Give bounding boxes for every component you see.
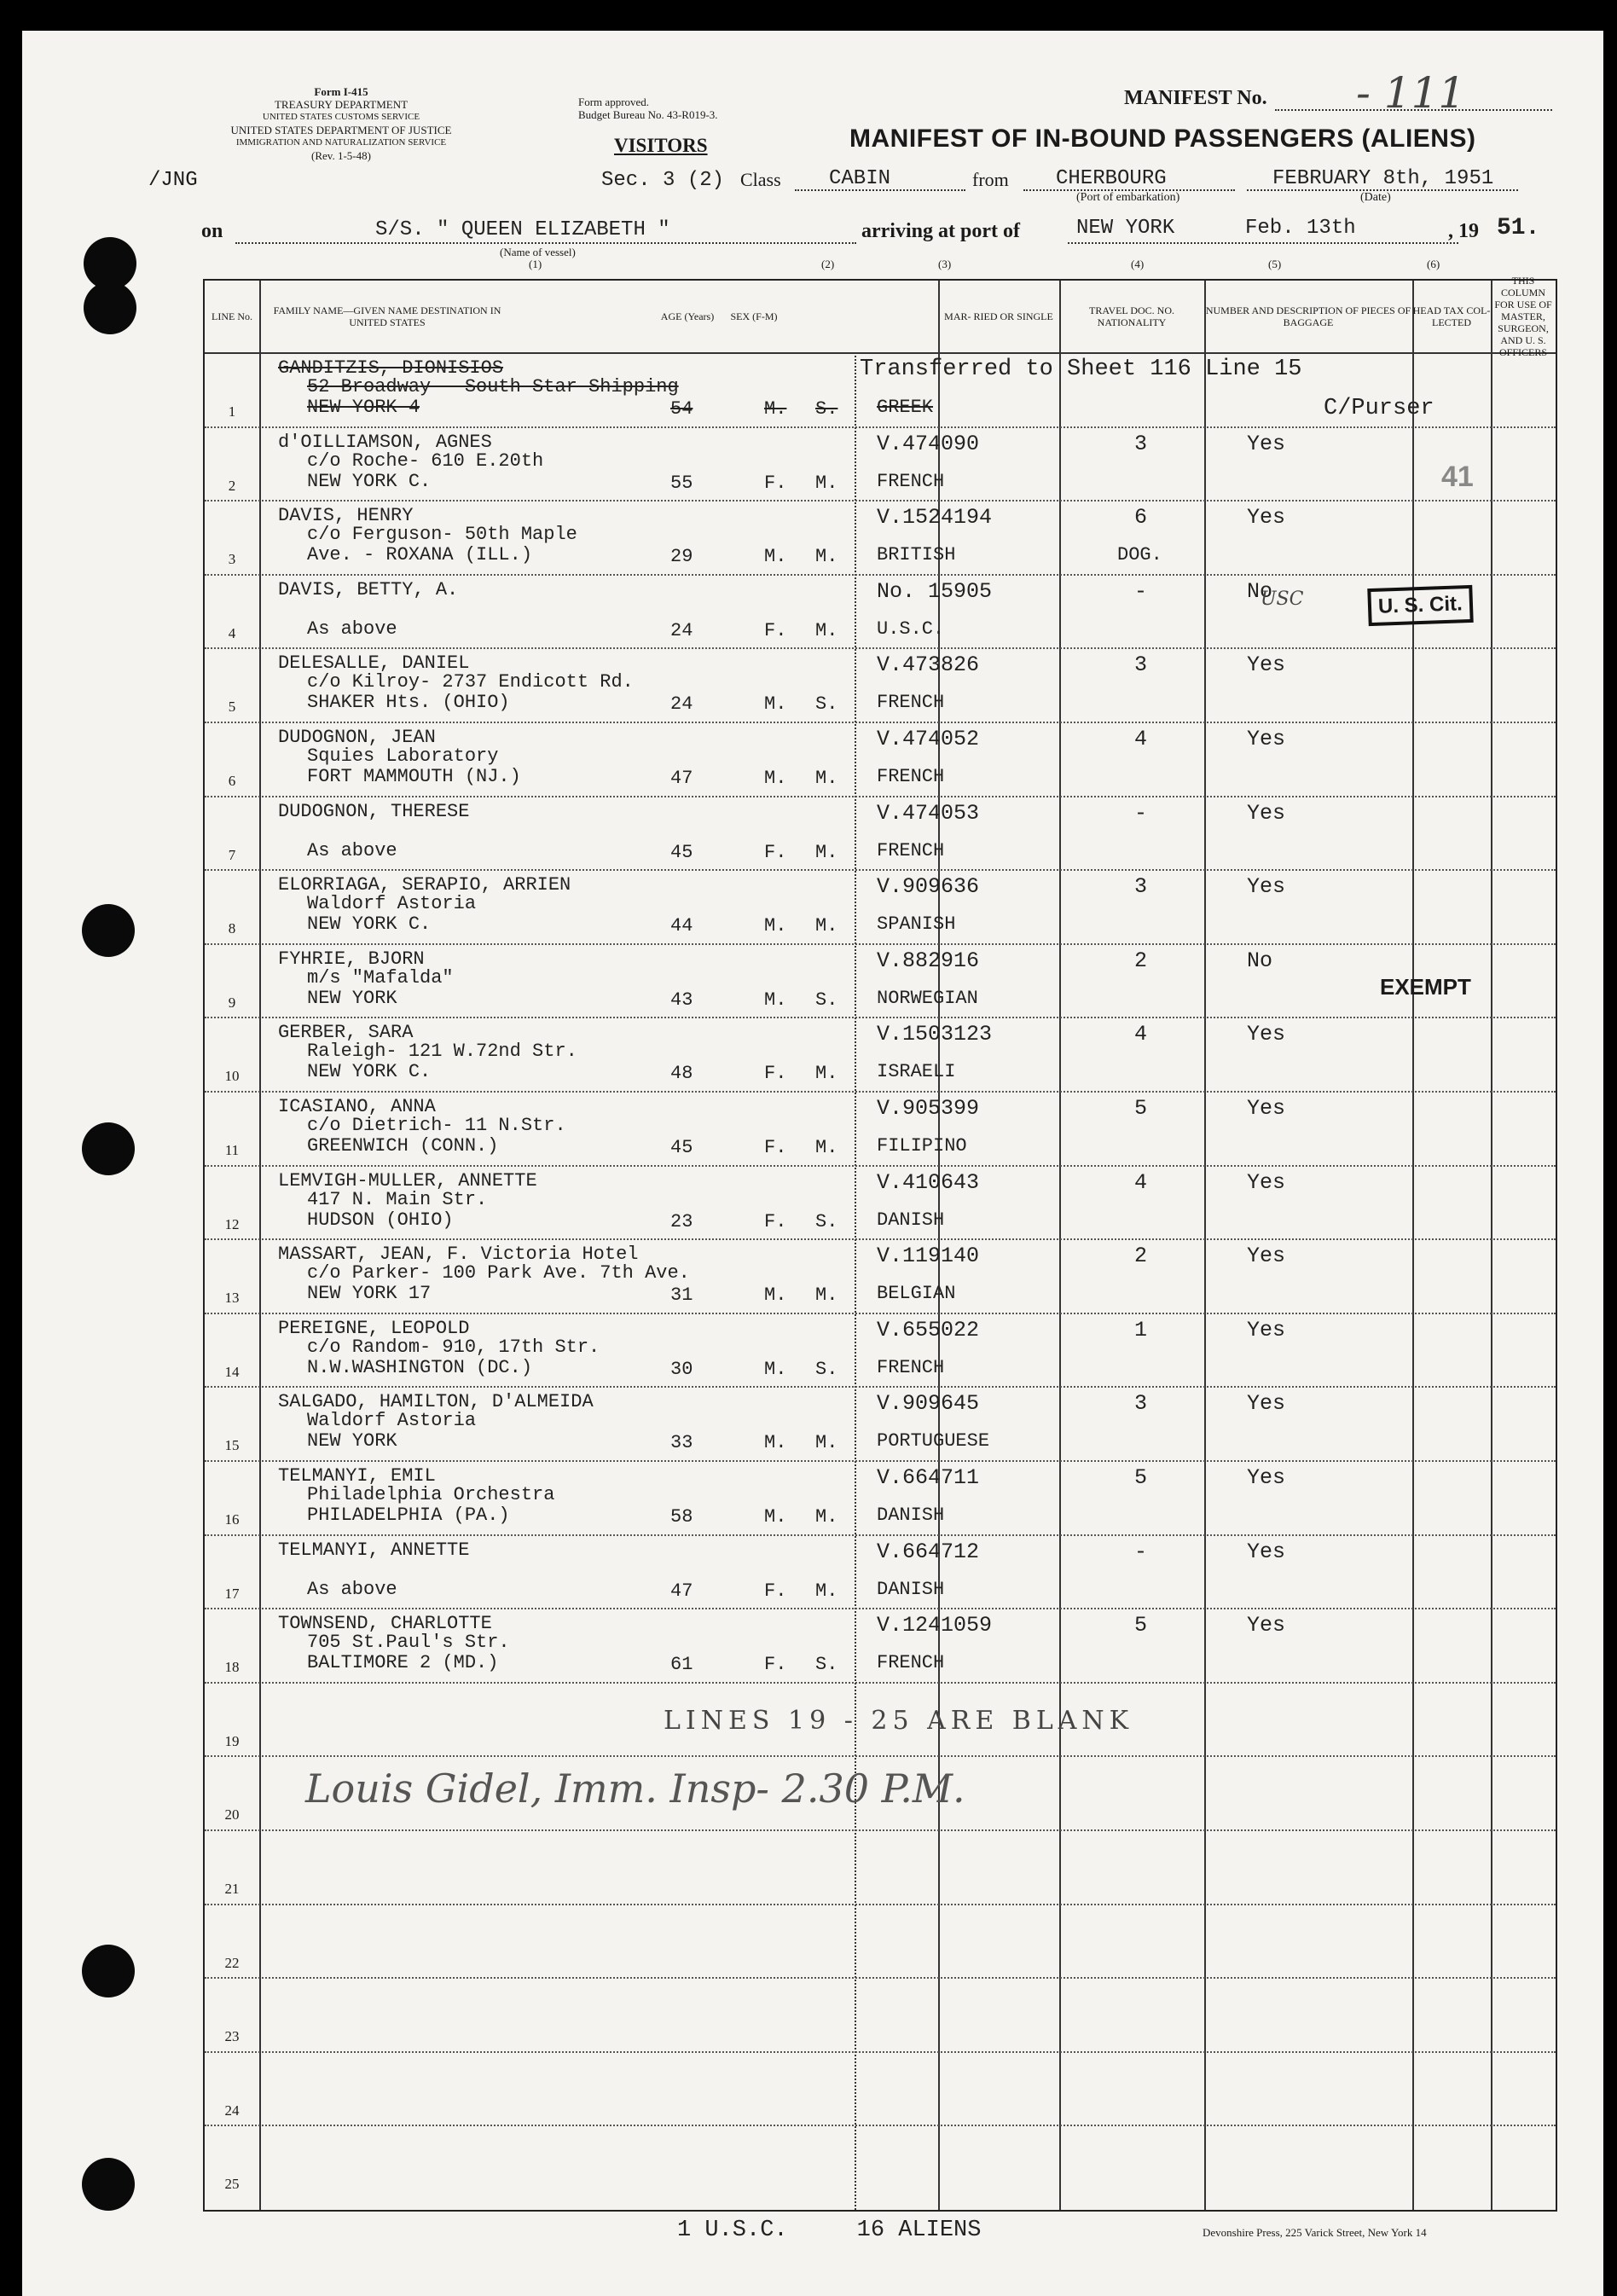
passenger-address: c/o Kilroy- 2737 Endicott Rd. [307, 671, 634, 693]
inspector-signature: Louis Gidel, Imm. Insp- 2.30 P.M. [305, 1765, 965, 1812]
col-header-sex: SEX (F-M) [730, 310, 778, 322]
col-caption-2: (2) [821, 258, 835, 270]
passenger-marital-status: M. [815, 1137, 838, 1158]
baggage-count: 3 [1134, 1391, 1148, 1417]
line-number: 17 [224, 1585, 240, 1602]
passenger-name: DELESALLE, DANIEL [278, 652, 470, 675]
passenger-destination: NEW YORK [307, 987, 397, 1009]
head-tax: Yes [1247, 727, 1286, 751]
initials: /JNG [148, 169, 198, 192]
passenger-sex: M. [764, 915, 787, 937]
head-tax: Yes [1247, 1317, 1286, 1342]
row-rule [205, 869, 1556, 871]
passenger-name: TOWNSEND, CHARLOTTE [278, 1613, 492, 1635]
nationality: FRENCH [877, 1652, 945, 1674]
row-rule [205, 1904, 1556, 1905]
passenger-name: SALGADO, HAMILTON, D'ALMEIDA [278, 1391, 594, 1413]
passenger-destination: SHAKER Hts. (OHIO) [307, 692, 510, 714]
head-tax: Yes [1247, 1022, 1286, 1047]
head-tax: No [1247, 948, 1273, 973]
line-number: 20 [224, 1806, 240, 1823]
col-divider [855, 352, 856, 2210]
arrival-line [1068, 242, 1458, 244]
transferred-note: Transferred to Sheet 116 Line 15 [860, 357, 1302, 382]
nationality: BELGIAN [877, 1283, 956, 1305]
row-rule [205, 1608, 1556, 1609]
manifest-title: MANIFEST OF IN-BOUND PASSENGERS (ALIENS) [849, 125, 1476, 153]
passenger-sex: M. [764, 768, 787, 789]
baggage-count: 2 [1134, 948, 1148, 973]
passenger-age: 24 [670, 619, 693, 641]
manifest-no-label: MANIFEST No. [1124, 87, 1267, 109]
row-rule [205, 1386, 1556, 1388]
passenger-name: DUDOGNON, THERESE [278, 800, 470, 822]
passenger-sex: M. [764, 398, 787, 420]
head-tax: Yes [1247, 431, 1286, 456]
travel-doc-no: V.473826 [877, 652, 980, 678]
passenger-sex: M. [764, 693, 787, 716]
col-caption-1: (1) [529, 258, 542, 270]
passenger-address: c/o Random- 910, 17th Str. [307, 1336, 600, 1358]
travel-doc-no: V.909636 [877, 874, 980, 900]
passenger-marital-status: M. [815, 841, 838, 863]
passenger-marital-status: M. [815, 1284, 838, 1307]
from-label: from [972, 169, 1009, 190]
travel-doc-no: No. 15905 [877, 578, 993, 604]
head-tax: Yes [1247, 1244, 1286, 1269]
passenger-age: 48 [670, 1063, 693, 1085]
vessel-caption: (Name of vessel) [500, 246, 576, 258]
line-number: 15 [224, 1437, 240, 1454]
col-caption-5: (5) [1268, 258, 1282, 270]
col-divider [1491, 281, 1492, 2210]
line-number: 25 [224, 2176, 240, 2193]
travel-doc-no: V.1524194 [877, 505, 993, 531]
passenger-age: 45 [670, 1137, 693, 1158]
travel-doc-no: V.909645 [877, 1391, 980, 1417]
passenger-destination: NEW YORK C. [307, 1061, 432, 1083]
col-caption-6: (6) [1427, 258, 1440, 270]
passenger-address: Waldorf Astoria [307, 893, 477, 915]
head-tax: Yes [1247, 505, 1286, 531]
date-caption: (Date) [1360, 191, 1391, 204]
nationality: BRITISH [877, 544, 956, 566]
passenger-sex: F. [764, 472, 787, 494]
col-divider [1412, 281, 1414, 2210]
passenger-sex: F. [764, 619, 787, 641]
passenger-age: 47 [670, 768, 693, 789]
passenger-sex: M. [764, 546, 787, 568]
passenger-marital-status: S. [815, 398, 838, 420]
passenger-destination: NEW YORK 17 [307, 1283, 432, 1305]
baggage-count: - [1134, 800, 1148, 826]
nationality: DANISH [877, 1209, 945, 1231]
baggage-count: 5 [1134, 1613, 1148, 1638]
head-tax: Yes [1247, 652, 1286, 678]
line-number: 19 [224, 1732, 240, 1749]
embark-caption: (Port of embarkation) [1076, 191, 1180, 204]
passenger-name: d'OILLIAMSON, AGNES [278, 431, 492, 453]
passenger-age: 47 [670, 1580, 693, 1602]
col-caption-4: (4) [1131, 258, 1145, 270]
class-label: Class [740, 169, 781, 190]
manifest-table [203, 275, 1557, 2212]
head-tax: Yes [1247, 874, 1286, 900]
passenger-sex: F. [764, 1063, 787, 1085]
line-number: 4 [228, 624, 236, 641]
passenger-address: 52 Broadway - South Star Shipping [307, 376, 679, 397]
passenger-destination: BALTIMORE 2 (MD.) [307, 1652, 499, 1674]
row-rule [205, 943, 1556, 945]
col-header-name: FAMILY NAME—GIVEN NAME DESTINATION IN UNITED STATES [273, 304, 501, 328]
punch-hole [82, 1122, 135, 1175]
line-number: 3 [228, 551, 236, 568]
passenger-marital-status: S. [815, 1210, 838, 1232]
passenger-name: GERBER, SARA [278, 1022, 414, 1044]
passenger-destination: N.W.WASHINGTON (DC.) [307, 1356, 533, 1378]
col-header-line: LINE No. [212, 310, 252, 322]
col-header-head-tax: HEAD TAX COL- LECTED [1412, 304, 1491, 328]
passenger-destination: Ave. - ROXANA (ILL.) [307, 544, 533, 566]
line-number: 8 [228, 920, 236, 937]
passenger-age: 61 [670, 1654, 693, 1676]
row-rule [205, 1755, 1556, 1757]
passenger-marital-status: M. [815, 1506, 838, 1528]
passenger-age: 30 [670, 1358, 693, 1380]
row-rule [205, 1313, 1556, 1314]
col-divider [1204, 281, 1206, 2210]
passenger-address: c/o Parker- 100 Park Ave. 7th Ave. [307, 1262, 690, 1284]
baggage-description: DOG. [1117, 544, 1162, 566]
passenger-address: Squies Laboratory [307, 745, 499, 767]
passenger-destination: As above [307, 839, 397, 861]
printer-credit: Devonshire Press, 225 Varick Street, New York 14 [1203, 2226, 1427, 2239]
travel-doc-no: V.119140 [877, 1244, 980, 1269]
line-number: 10 [224, 1068, 240, 1085]
row-rule [205, 1460, 1556, 1462]
passenger-destination: HUDSON (OHIO) [307, 1209, 454, 1231]
passenger-sex: F. [764, 1654, 787, 1676]
nationality: FRENCH [877, 692, 945, 714]
passenger-address: 417 N. Main Str. [307, 1188, 488, 1210]
passenger-marital-status: M. [815, 472, 838, 494]
passenger-name: FYHRIE, BJORN [278, 948, 425, 970]
travel-doc-no: V.655022 [877, 1317, 980, 1342]
line-number: 18 [224, 1659, 240, 1676]
passenger-marital-status: S. [815, 989, 838, 1011]
col-header-age: AGE (Years) [660, 310, 715, 322]
nationality: GREEK [877, 397, 934, 418]
row-rule [205, 1017, 1556, 1018]
nationality: ISRAELI [877, 1061, 956, 1083]
line-number: 14 [224, 1363, 240, 1380]
line-number: 1 [228, 403, 236, 420]
line-number: 21 [224, 1881, 240, 1897]
punch-hole [82, 2158, 135, 2211]
passenger-address: c/o Dietrich- 11 N.Str. [307, 1115, 566, 1136]
passenger-destination: As above [307, 617, 397, 640]
line-number: 11 [224, 1142, 240, 1158]
passenger-name: DUDOGNON, JEAN [278, 727, 436, 748]
line-number: 7 [228, 846, 236, 863]
head-tax: Yes [1247, 1465, 1286, 1490]
passenger-destination: NEW YORK C. [307, 913, 432, 936]
nationality: DANISH [877, 1505, 945, 1526]
passenger-address: Raleigh- 121 W.72nd Str. [307, 1041, 577, 1063]
passenger-marital-status: M. [815, 619, 838, 641]
col-header-travel-doc: TRAVEL DOC. NO. NATIONALITY [1088, 304, 1174, 328]
head-tax: No [1247, 578, 1273, 604]
baggage-count: 3 [1134, 874, 1148, 900]
passenger-age: 44 [670, 915, 693, 937]
punch-hole [82, 904, 135, 957]
baggage-count: 6 [1134, 505, 1148, 531]
passenger-name: DAVIS, BETTY, A. [278, 578, 459, 600]
nationality: FILIPINO [877, 1135, 967, 1157]
passenger-address: 705 St.Paul's Str. [307, 1632, 510, 1654]
totals: 1 U.S.C. 16 ALIENS [677, 2218, 982, 2243]
head-tax: Yes [1247, 1539, 1286, 1564]
passenger-sex: F. [764, 841, 787, 863]
head-tax: Yes [1247, 1169, 1286, 1195]
port-of-embarkation: CHERBOURG [1056, 167, 1167, 190]
travel-doc-no: V.410643 [877, 1169, 980, 1195]
nationality: PORTUGUESE [877, 1430, 990, 1452]
col-header-officers: THIS COLUMN FOR USE OF MASTER, SURGEON, AND U. S. OFFICERS [1494, 275, 1552, 358]
nationality: SPANISH [877, 913, 956, 936]
passenger-name: PEREIGNE, LEOPOLD [278, 1317, 470, 1339]
col-divider [1059, 281, 1061, 2210]
head-tax: Yes [1247, 1613, 1286, 1638]
us-citizen-stamp: U. S. Cit. [1367, 585, 1473, 626]
passenger-destination: GREENWICH (CONN.) [307, 1135, 499, 1157]
usc-handnote: USC [1261, 588, 1304, 610]
passenger-sex: M. [764, 1358, 787, 1380]
line-number: 23 [224, 2028, 240, 2045]
baggage-count: 4 [1134, 1022, 1148, 1047]
row-rule [205, 500, 1556, 502]
stamp-41: 41 [1441, 461, 1474, 493]
nationality: FRENCH [877, 766, 945, 787]
passenger-destination: NEW YORK C. [307, 470, 432, 492]
head-tax: Yes [1247, 800, 1286, 826]
col-divider [259, 281, 261, 2210]
col-header-married: MAR- RIED OR SINGLE [944, 310, 1053, 322]
visitors-label: VISITORS [614, 135, 708, 156]
passenger-age: 33 [670, 1432, 693, 1454]
baggage-count: 4 [1134, 1169, 1148, 1195]
passenger-address: m/s "Mafalda" [307, 966, 454, 989]
passenger-age: 58 [670, 1506, 693, 1528]
on-label: on [201, 220, 223, 242]
row-rule [205, 1165, 1556, 1167]
passenger-age: 45 [670, 841, 693, 863]
passenger-age: 24 [670, 693, 693, 716]
row-rule [205, 574, 1556, 576]
travel-doc-no: V.474053 [877, 800, 980, 826]
exempt-stamp: EXEMPT [1380, 974, 1471, 1000]
baggage-count: 1 [1134, 1317, 1148, 1342]
travel-doc-no: V.905399 [877, 1096, 980, 1121]
passenger-sex: M. [764, 1432, 787, 1454]
passenger-age: 43 [670, 989, 693, 1011]
arriving-label: arriving at port of [861, 220, 1020, 242]
travel-doc-no: V.882916 [877, 948, 980, 973]
header-rule [205, 352, 1556, 354]
passenger-destination: NEW YORK 4 [307, 397, 420, 418]
nationality: FRENCH [877, 1356, 945, 1378]
line-number: 9 [228, 994, 236, 1011]
passenger-sex: F. [764, 1137, 787, 1158]
nationality: NORWEGIAN [877, 987, 978, 1009]
passenger-destination: PHILADELPHIA (PA.) [307, 1505, 510, 1526]
travel-doc-no: V.664712 [877, 1539, 980, 1564]
passenger-sex: F. [764, 1210, 787, 1232]
travel-doc-no: V.664711 [877, 1465, 980, 1490]
passenger-sex: M. [764, 989, 787, 1011]
passenger-sex: M. [764, 1284, 787, 1307]
blank-lines-note: LINES 19 - 25 ARE BLANK [664, 1706, 1134, 1736]
passenger-name: TELMANYI, ANNETTE [278, 1539, 470, 1561]
row-rule [205, 1534, 1556, 1536]
row-rule [205, 647, 1556, 649]
passenger-destination: As above [307, 1578, 397, 1600]
passenger-marital-status: M. [815, 1063, 838, 1085]
passenger-age: 54 [670, 398, 693, 420]
passenger-sex: F. [764, 1580, 787, 1602]
form-approval: Form approved. Budget Bureau No. 43-R019-3. [578, 96, 718, 121]
nationality: U.S.C. [877, 617, 945, 640]
nationality: FRENCH [877, 470, 945, 492]
passenger-marital-status: M. [815, 915, 838, 937]
row-rule [205, 1238, 1556, 1240]
row-rule [205, 2051, 1556, 2053]
passenger-name: ELORRIAGA, SERAPIO, ARRIEN [278, 874, 571, 896]
passenger-name: ICASIANO, ANNA [278, 1096, 436, 1117]
arrival-year-prefix: , 19 [1448, 220, 1479, 242]
line-number: 5 [228, 699, 236, 716]
line-number: 12 [224, 1215, 240, 1232]
travel-doc-no: V.1241059 [877, 1613, 993, 1638]
passenger-marital-status: S. [815, 693, 838, 716]
passenger-name: TELMANYI, EMIL [278, 1465, 436, 1487]
punch-hole [84, 281, 136, 334]
passenger-destination: NEW YORK [307, 1430, 397, 1452]
passenger-age: 31 [670, 1284, 693, 1307]
passenger-age: 23 [670, 1210, 693, 1232]
line-number: 16 [224, 1511, 240, 1528]
passenger-marital-status: S. [815, 1358, 838, 1380]
form-agency-block: Form I-415 TREASURY DEPARTMENT UNITED STATES CUSTOMS SERVICE UNITED STATES DEPARTMENT OF JUSTICE IMMIGRATION AND NATURALIZATION SERVICE (Rev. 1-5-48) [230, 85, 452, 162]
passenger-address: c/o Roche- 610 E.20th [307, 449, 544, 472]
purser-note: C/Purser [1324, 396, 1434, 421]
baggage-count: 3 [1134, 652, 1148, 678]
line-number: 13 [224, 1290, 240, 1307]
travel-doc-no: V.474052 [877, 727, 980, 751]
row-rule [205, 2125, 1556, 2126]
head-tax: Yes [1247, 1391, 1286, 1417]
head-tax: Yes [1247, 1096, 1286, 1121]
arrival-date: Feb. 13th [1245, 217, 1356, 240]
class-value: CABIN [829, 167, 891, 190]
passenger-address: Waldorf Astoria [307, 1410, 477, 1432]
punch-hole [82, 1945, 135, 1997]
arrival-year: 51. [1497, 215, 1540, 241]
row-rule [205, 1091, 1556, 1093]
nationality: FRENCH [877, 839, 945, 861]
baggage-count: - [1134, 578, 1148, 604]
passenger-age: 55 [670, 472, 693, 494]
row-rule [205, 796, 1556, 797]
baggage-count: 2 [1134, 1244, 1148, 1269]
passenger-marital-status: S. [815, 1654, 838, 1676]
passenger-name: DAVIS, HENRY [278, 505, 414, 527]
row-rule [205, 1682, 1556, 1684]
line-number: 2 [228, 477, 236, 494]
col-caption-3: (3) [938, 258, 952, 270]
passenger-marital-status: M. [815, 1580, 838, 1602]
line-number: 22 [224, 1954, 240, 1971]
passenger-name: LEMVIGH-MULLER, ANNETTE [278, 1169, 537, 1191]
passenger-marital-status: M. [815, 1432, 838, 1454]
col-header-baggage: NUMBER AND DESCRIPTION OF PIECES OF BAGGAGE [1205, 304, 1411, 328]
section-ref: Sec. 3 (2) [601, 169, 725, 192]
manifest-no-value: - 111 [1356, 68, 1466, 118]
baggage-count: 5 [1134, 1096, 1148, 1121]
baggage-count: - [1134, 1539, 1148, 1564]
row-rule [205, 426, 1556, 428]
embark-date: FEBRUARY 8th, 1951 [1272, 167, 1494, 190]
passenger-destination: FORT MAMMOUTH (NJ.) [307, 766, 521, 787]
travel-doc-no: V.474090 [877, 431, 980, 456]
passenger-name: GANDITZIS, DIONISIOS [278, 357, 504, 379]
row-rule [205, 1977, 1556, 1979]
passenger-address: Philadelphia Orchestra [307, 1484, 555, 1505]
baggage-count: 4 [1134, 727, 1148, 751]
arrival-port: NEW YORK [1076, 217, 1175, 240]
nationality: DANISH [877, 1578, 945, 1600]
passenger-name: MASSART, JEAN, F. Victoria Hotel [278, 1244, 639, 1266]
line-number: 24 [224, 2102, 240, 2119]
vessel-name: S/S. " QUEEN ELIZABETH " [375, 218, 670, 241]
vessel-line [235, 242, 856, 244]
passenger-age: 29 [670, 546, 693, 568]
row-rule [205, 722, 1556, 723]
passenger-marital-status: M. [815, 546, 838, 568]
passenger-sex: M. [764, 1506, 787, 1528]
line-number: 6 [228, 773, 236, 789]
baggage-count: 5 [1134, 1465, 1148, 1490]
row-rule [205, 1829, 1556, 1831]
passenger-address: c/o Ferguson- 50th Maple [307, 524, 577, 546]
baggage-count: 3 [1134, 431, 1148, 456]
passenger-marital-status: M. [815, 768, 838, 789]
travel-doc-no: V.1503123 [877, 1022, 993, 1047]
